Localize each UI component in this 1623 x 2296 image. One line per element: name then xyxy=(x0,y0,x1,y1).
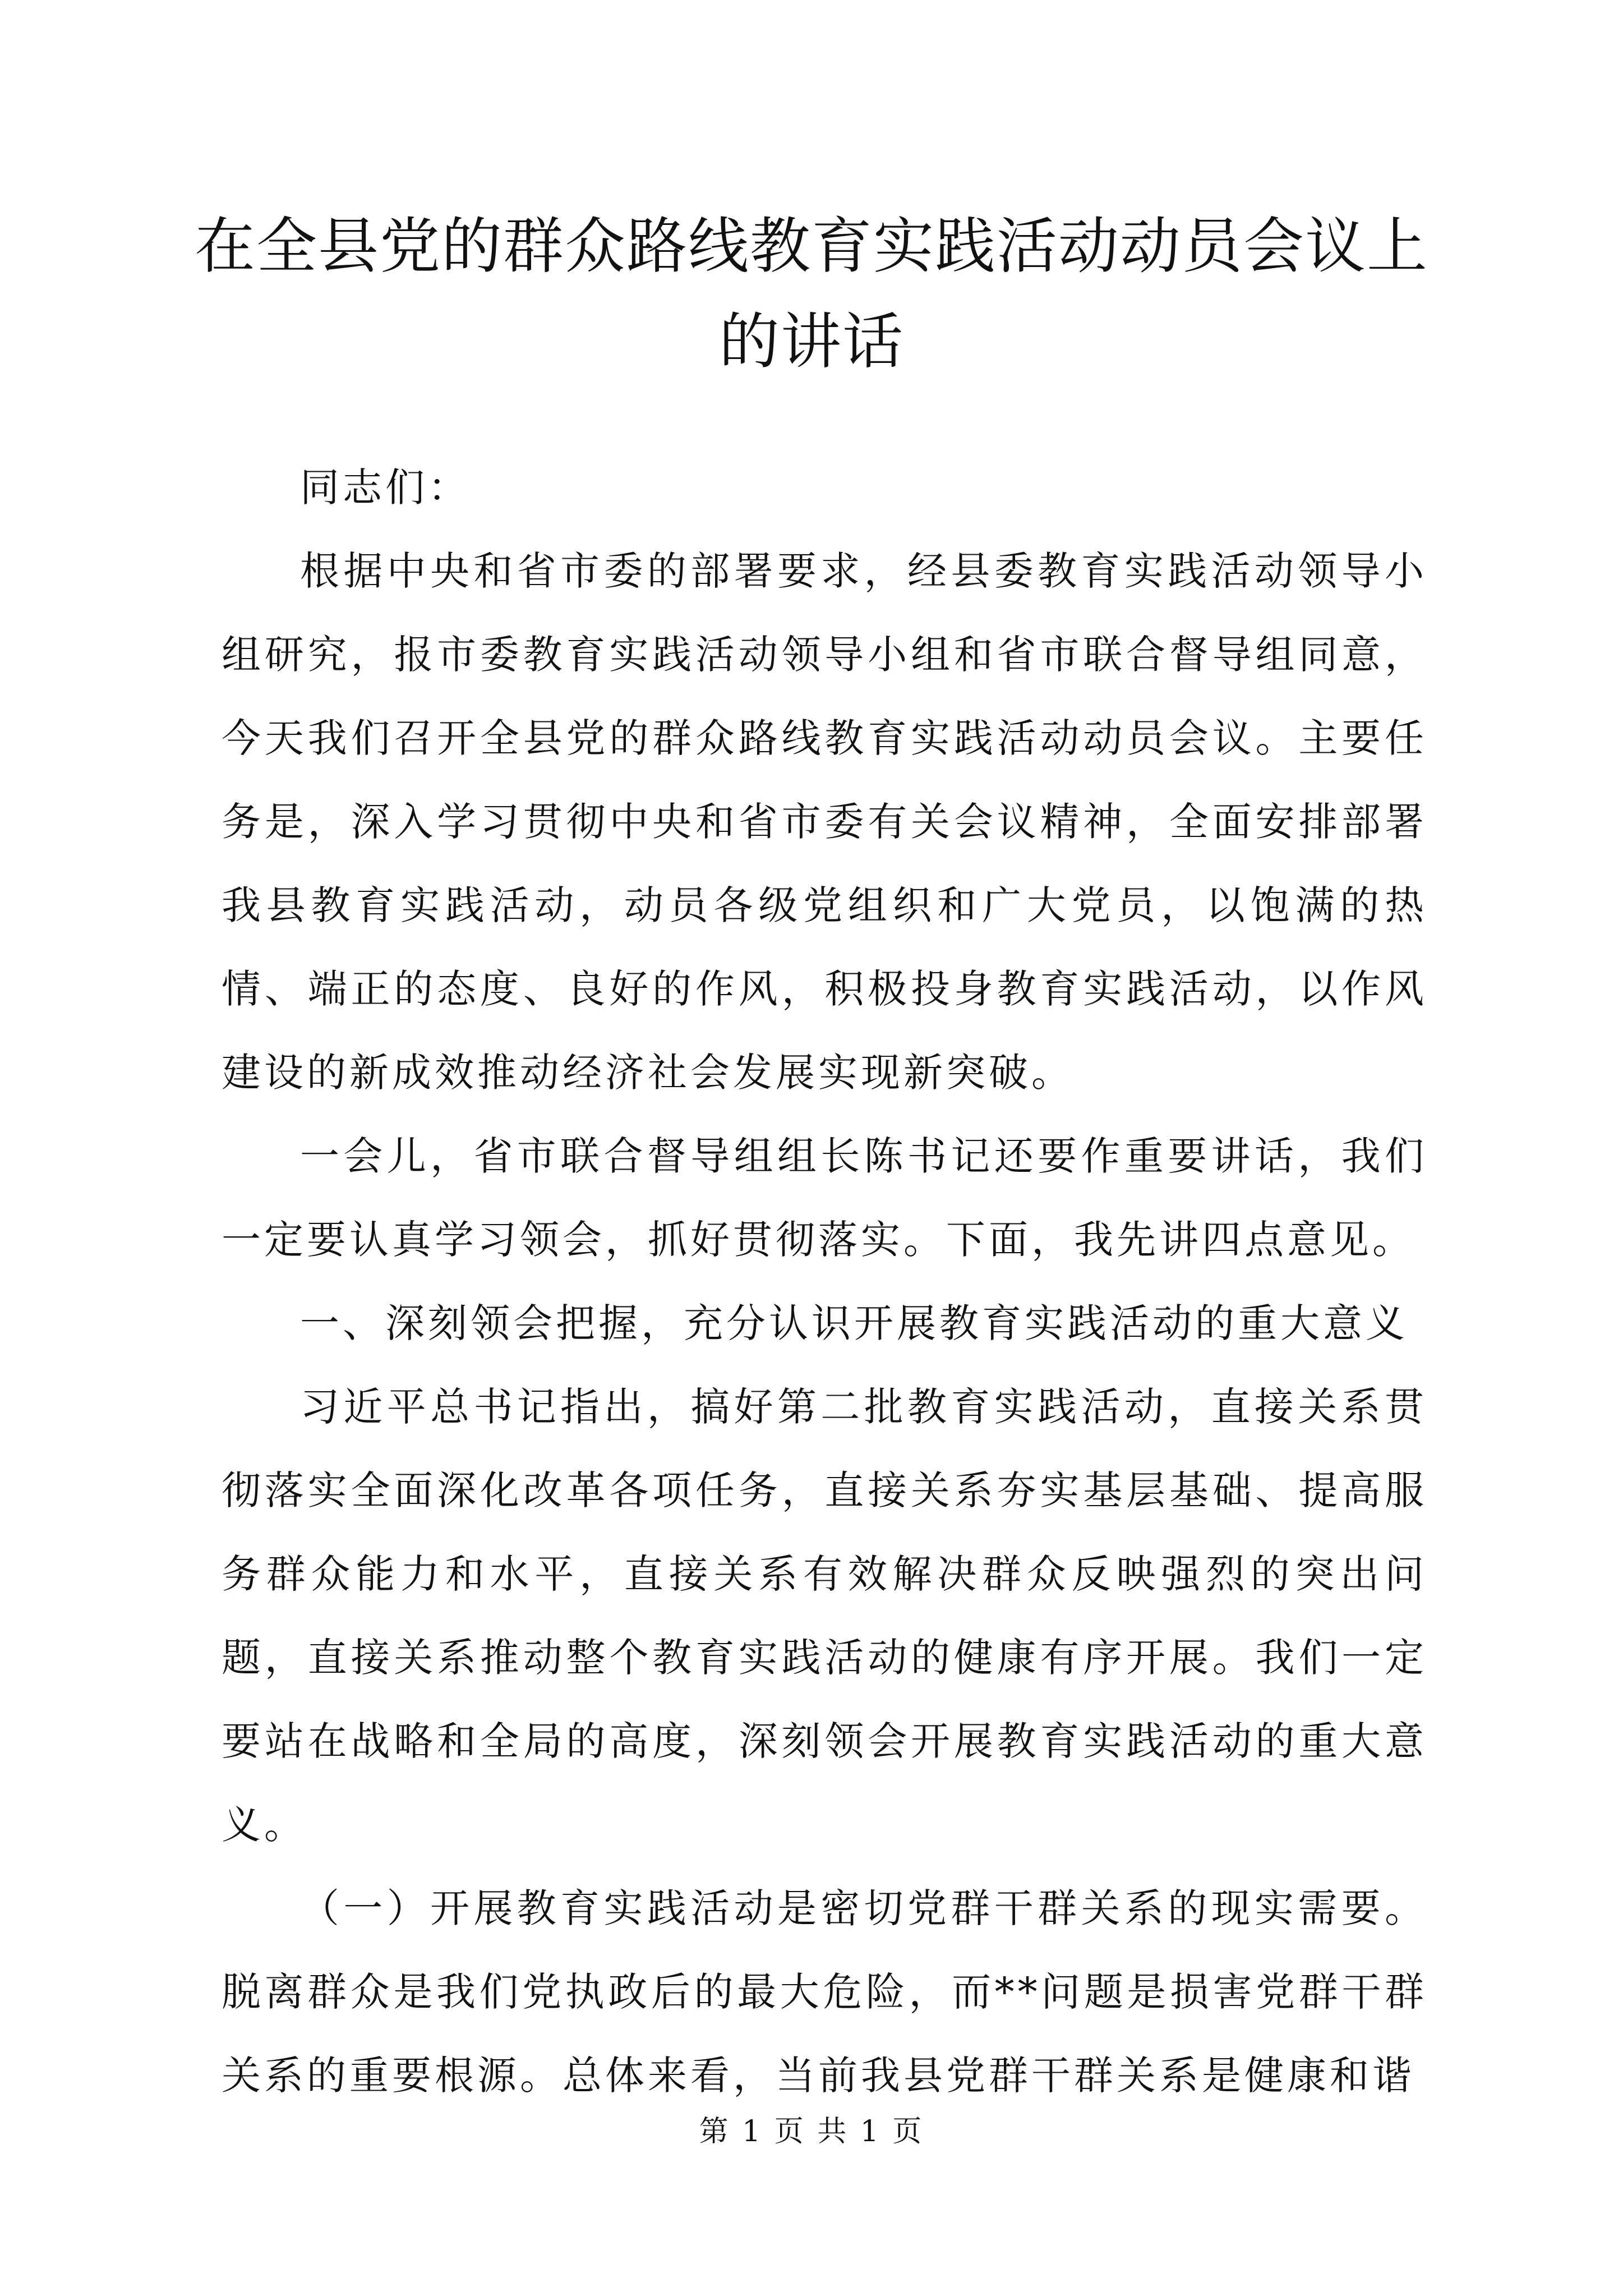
document-body xyxy=(222,446,1427,2118)
section-heading-1: 一、深刻领会把握，充分认识开展教育实践活动的重大意义 xyxy=(300,1300,1408,1346)
document-title: 在全县党的群众路线教育实践活动动员会议上的讲话 xyxy=(194,211,1428,377)
subsection-1: （一）开展教育实践活动是密切党群干群关系的现实需要。脱离群众是我们党执政后的最大危险，而**问题是损害党群干群关系的重要根源。总体来看，当前我县党群干群关系是健康和谐 xyxy=(222,1885,1427,2099)
paragraph-intro: 根据中央和省市委的部署要求，经县委教育实践活动领导小组研究，报市委教育实践活动领导小组和省市联合督导组同意，今天我们召开全县党的群众路线教育实践活动动员会议。主要任务是，深入学习贯彻中央和省市委有关会议精神，全面安排部署我县教育实践活动，动员各级党组织和广大党员，以饱满的热情、端正的态度、良好的作风，积极投身教育实践活动，以作风建设的新成效推动经济社会发展实现新突破。 xyxy=(222,548,1427,1096)
salutation: 同志们： xyxy=(300,464,471,510)
paragraph-agenda: 一会儿，省市联合督导组组长陈书记还要作重要讲话，我们一定要认真学习领会，抓好贯彻落实。下面，我先讲四点意见。 xyxy=(222,1133,1427,1263)
page-footer: 第 1 页 共 1 页 xyxy=(699,2115,924,2148)
paragraph-significance: 习近平总书记指出，搞好第二批教育实践活动，直接关系贯彻落实全面深化改革各项任务，直接关系夯实基层基础、提高服务群众能力和水平，直接关系有效解决群众反映强烈的突出问题，直接关系推动整个教育实践活动的健康有序开展。我们一定要站在战略和全局的高度，深刻领会开展教育实践活动的重大意义。 xyxy=(222,1384,1427,1848)
